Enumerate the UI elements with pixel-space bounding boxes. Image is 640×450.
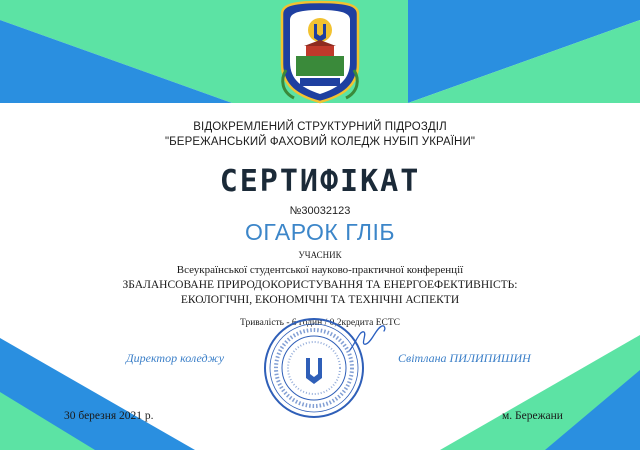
event-title-line2: ЕКОЛОГІЧНІ, ЕКОНОМІЧНІ ТА ТЕХНІЧНІ АСПЕКТИ xyxy=(180,294,460,306)
org-name-line1: ВІДОКРЕМЛЕНИЙ СТРУКТУРНИЙ ПІДРОЗДІЛ xyxy=(193,121,447,133)
stamp-trident-icon xyxy=(306,358,322,384)
issue-date: 30 березня 2021 р. xyxy=(64,410,154,422)
issue-city: м. Бережани xyxy=(502,410,563,422)
event-title-line1: ЗБАЛАНСОВАНЕ ПРИРОДОКОРИСТУВАННЯ ТА ЕНЕРГОЕФЕКТИВНІСТЬ: xyxy=(122,279,518,291)
header.emblem_text xyxy=(300,78,340,86)
participant-role: УЧАСНИК xyxy=(298,250,342,260)
event-description: Всеукраїнської студентської науково-практичної конференції xyxy=(176,264,464,276)
certificate-title: СЕРТИФІКАТ xyxy=(219,164,421,199)
recipient-name: ОГАРОК ГЛІБ xyxy=(245,219,395,245)
handwritten-signature-icon xyxy=(346,322,390,354)
certificate-number: №30032123 xyxy=(289,205,351,217)
emblem-building-icon xyxy=(306,46,334,56)
signatory-role: Директор коледжу xyxy=(126,351,225,365)
org-name-line2: "БЕРЕЖАНСЬКИЙ ФАХОВИЙ КОЛЕДЖ НУБІП УКРАЇНИ" xyxy=(164,136,476,148)
emblem-caption xyxy=(300,78,340,86)
emblem-field-icon xyxy=(296,56,344,76)
college-emblem-icon xyxy=(270,0,370,104)
signatory-name: Світлана ПИЛИПИШИН xyxy=(398,351,531,365)
event-duration: Тривалість - 6 годин / 0,2кредита ЕСТС xyxy=(240,318,400,328)
